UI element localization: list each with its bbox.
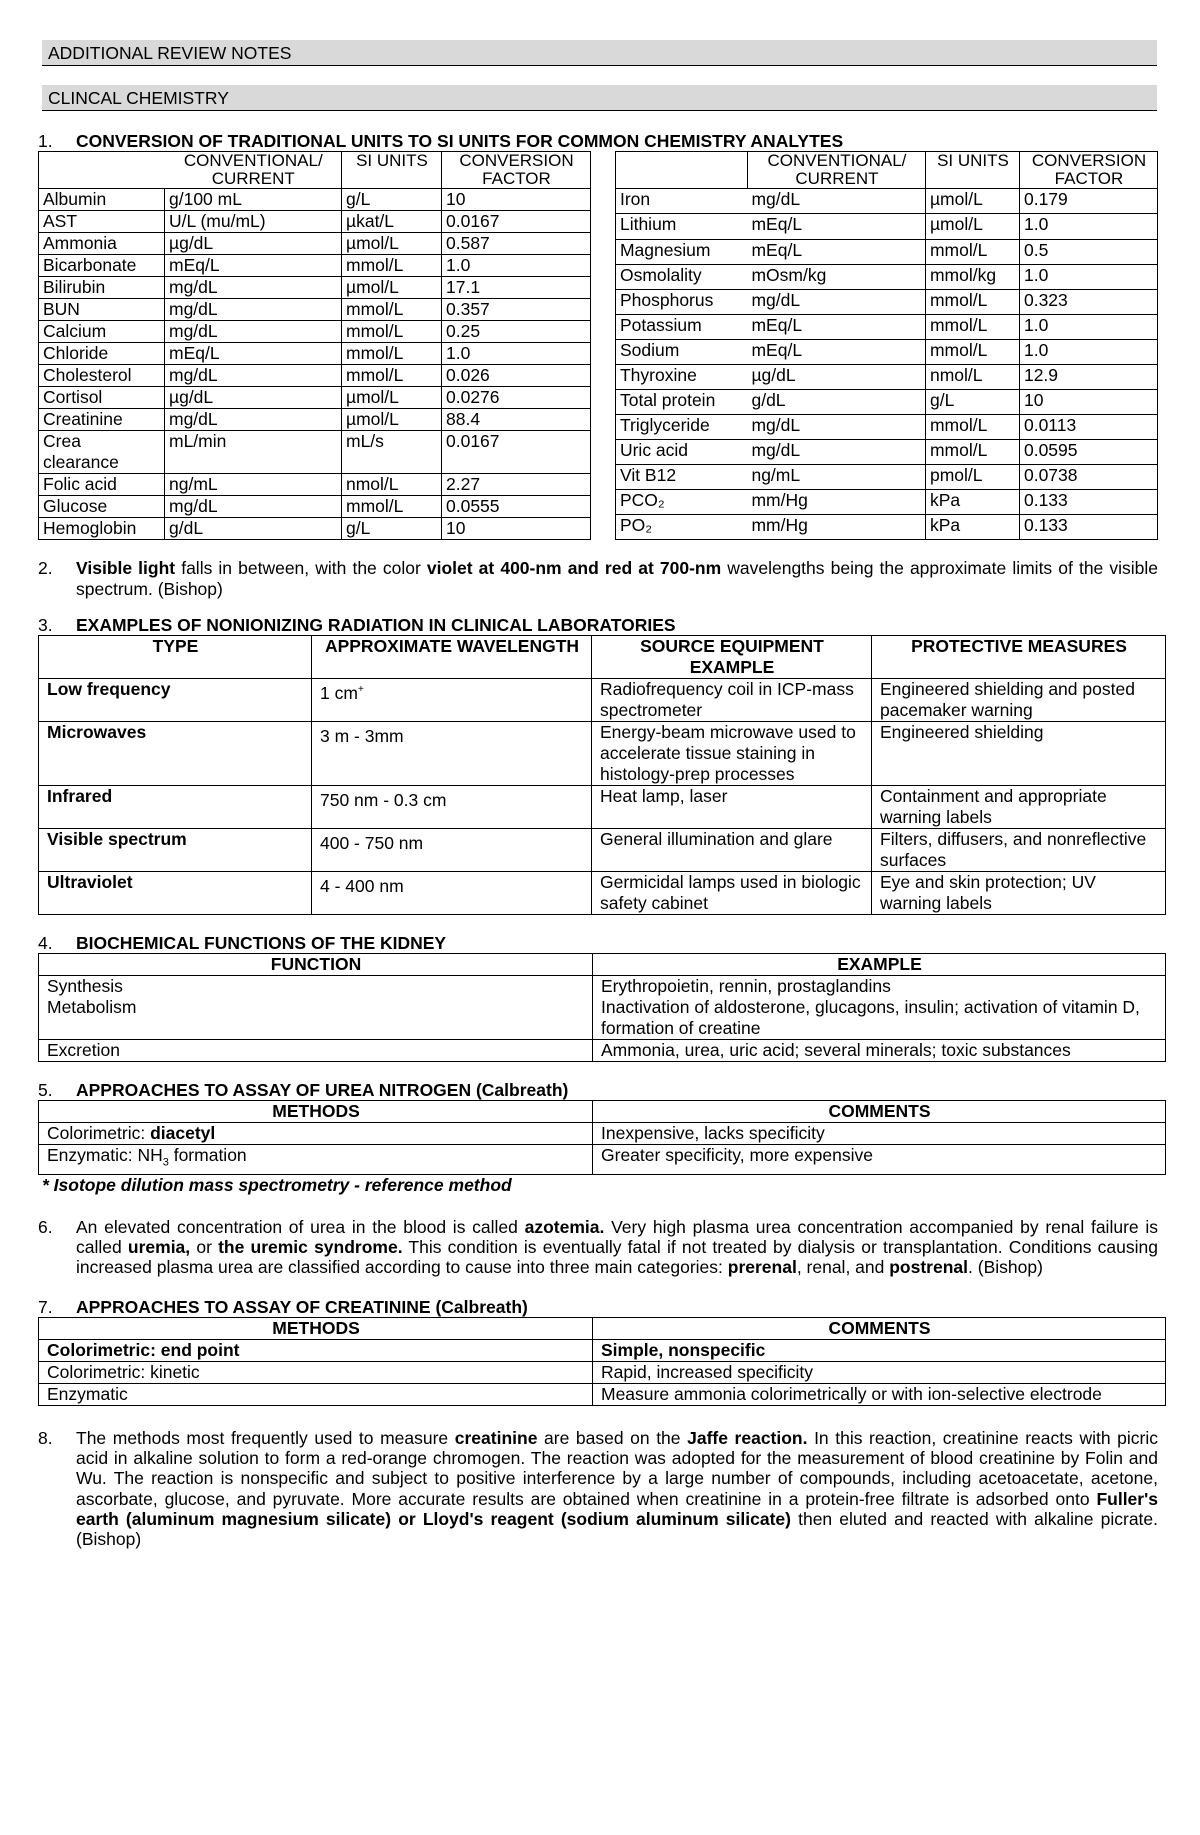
cell-example: Inactivation of aldosterone, glucagons, insulin; activation of vitamin D, formation of creatine (593, 997, 1166, 1040)
table-row (39, 721, 1166, 785)
cell-function: Excretion (39, 1039, 593, 1061)
cell-si: g/L (342, 189, 442, 211)
cell-analyte: Bicarbonate (39, 255, 165, 277)
cell-factor: 1.0 (1019, 339, 1157, 364)
cell-si: µmol/L (342, 277, 442, 299)
cell-protective: Containment and appropriate warning labels (872, 785, 1166, 828)
cell-si: kPa (925, 490, 1019, 515)
cell-si: kPa (925, 515, 1019, 540)
cell-si: µmol/L (925, 189, 1019, 214)
cell-conventional: ng/mL (747, 465, 925, 490)
table-row (615, 490, 1157, 515)
cell-factor: 10 (442, 189, 591, 211)
cell-factor: 0.179 (1019, 189, 1157, 214)
cell-analyte: Cholesterol (39, 365, 165, 387)
cell-wavelength: 750 nm - 0.3 cm (312, 785, 592, 828)
cell-analyte: Ammonia (39, 233, 165, 255)
cell-factor: 10 (1019, 389, 1157, 414)
cell-example: Ammonia, urea, uric acid; several minerals; toxic substances (593, 1039, 1166, 1061)
cell-conventional: µg/dL (165, 233, 342, 255)
cell-protective: Filters, diffusers, and nonreflective surfaces (872, 828, 1166, 871)
cell-si: mmol/L (342, 365, 442, 387)
cell-conventional: mg/dL (165, 299, 342, 321)
cell-analyte: Uric acid (615, 440, 747, 465)
cell-conventional: mL/min (165, 431, 342, 474)
cell-method: Enzymatic (39, 1384, 593, 1406)
cell-factor: 0.026 (442, 365, 591, 387)
cell-wavelength: 400 - 750 nm (312, 828, 592, 871)
s4-title: 4. BIOCHEMICAL FUNCTIONS OF THE KIDNEY (38, 932, 447, 953)
cell-example: Erythropoietin, rennin, prostaglandins (593, 975, 1166, 997)
cell-factor: 0.587 (442, 233, 591, 255)
cell-conventional: mEq/L (165, 255, 342, 277)
cell-source: Energy-beam microwave used to accelerate tissue staining in histology-prep processes (592, 721, 872, 785)
cell-conventional: mEq/L (747, 214, 925, 239)
table-row (39, 785, 1166, 828)
cell-si: mmol/L (342, 343, 442, 365)
cell-analyte: AST (39, 211, 165, 233)
cell-conventional: mg/dL (747, 414, 925, 439)
cell-conventional: mg/dL (165, 409, 342, 431)
cell-factor: 0.0167 (442, 211, 591, 233)
cell-function: Metabolism (39, 997, 593, 1040)
table-row (39, 474, 591, 496)
table-row (39, 518, 591, 540)
cell-factor: 1.0 (442, 343, 591, 365)
cell-si: mmol/L (925, 289, 1019, 314)
table-row: Enzymatic: $NH_3$ formation Greater specificity, more expensive (39, 1145, 1166, 1175)
table-row (39, 431, 591, 474)
cell-factor: 17.1 (442, 277, 591, 299)
cell-conventional: mg/dL (747, 440, 925, 465)
cell-comment: Measure ammonia colorimetrically or with ion-selective electrode (593, 1384, 1166, 1406)
cell-type: Visible spectrum (39, 828, 312, 871)
cell-si: mmol/L (925, 314, 1019, 339)
cell-type: Ultraviolet (39, 871, 312, 914)
table-row (615, 515, 1157, 540)
cell-si: g/L (342, 518, 442, 540)
cell-conventional: mOsm/kg (747, 264, 925, 289)
col-factor-right: CONVERSION FACTOR (1019, 152, 1157, 189)
cell-wavelength: 1 cm+ (312, 678, 592, 721)
cell-protective: Engineered shielding and posted pacemaker warning (872, 678, 1166, 721)
col-function: FUNCTION (39, 953, 593, 975)
cell-analyte: PO₂ (615, 515, 747, 540)
cell-si: mmol/L (925, 440, 1019, 465)
table-row (39, 233, 591, 255)
table-row (39, 387, 591, 409)
s1-title: 1. CONVERSION OF TRADITIONAL UNITS TO SI UNITS FOR COMMON CHEMISTRY ANALYTES (38, 131, 844, 152)
cell-si: µmol/L (342, 409, 442, 431)
cell-si: mmol/kg (925, 264, 1019, 289)
cell-si: mmol/L (342, 299, 442, 321)
cell-type: Microwaves (39, 721, 312, 785)
cell-factor: 12.9 (1019, 364, 1157, 389)
cell-si: µmol/L (342, 233, 442, 255)
cell-source: Germicidal lamps used in biologic safety cabinet (592, 871, 872, 914)
col-methods: METHODS (39, 1101, 593, 1123)
cell-comment: Rapid, increased specificity (593, 1362, 1166, 1384)
cell-wavelength: 3 m - 3mm (312, 721, 592, 785)
cell-analyte: Albumin (39, 189, 165, 211)
section-header: CLINCAL CHEMISTRY (42, 85, 1157, 111)
cell-factor: 0.0276 (442, 387, 591, 409)
table-row: Colorimetric: diacetyl Inexpensive, lacks specificity (39, 1123, 1166, 1145)
cell-si: mmol/L (342, 321, 442, 343)
cell-si: mmol/L (342, 496, 442, 518)
table-row (39, 496, 591, 518)
s6-paragraph: 6. An elevated concentration of urea in the blood is called azotemia. Very high plasma urea concentration accompanied by renal failure is called uremia, or the uremic syndrome. This condition is eventually fatal if not treated by dialysis or transplantation. Conditions causing increased plasma urea are classified according to cause into three main categories: prerenal, renal, and postrenal. (Bishop) (38, 1216, 1158, 1277)
cell-conventional: µg/dL (747, 364, 925, 389)
table-row (39, 189, 591, 211)
cell-source: Heat lamp, laser (592, 785, 872, 828)
col-factor: CONVERSION FACTOR (442, 152, 591, 189)
cell-conventional: mm/Hg (747, 515, 925, 540)
cell-factor: 2.27 (442, 474, 591, 496)
cell-factor: 0.5 (1019, 239, 1157, 264)
radiation-table (38, 635, 1166, 915)
table-row (615, 339, 1157, 364)
s5-title: 5. APPROACHES TO ASSAY OF UREA NITROGEN (Calbreath) (38, 1079, 569, 1100)
cell-conventional: U/L (mu/mL) (165, 211, 342, 233)
col-si: SI UNITS (342, 152, 442, 189)
cell-comment: Simple, nonspecific (593, 1340, 1166, 1362)
reference-note: * Isotope dilution mass spectrometry - reference method (42, 1174, 512, 1195)
cell-analyte: Lithium (615, 214, 747, 239)
table-row (39, 277, 591, 299)
cell-conventional: mg/dL (165, 365, 342, 387)
cell-analyte: Calcium (39, 321, 165, 343)
s3-title: 3. EXAMPLES OF NONIONIZING RADIATION IN CLINICAL LABORATORIES (38, 614, 676, 635)
cell-si: µkat/L (342, 211, 442, 233)
table-row (615, 465, 1157, 490)
cell-factor: 1.0 (1019, 214, 1157, 239)
table-row (39, 1340, 1166, 1362)
table-row (615, 389, 1157, 414)
s2-paragraph: 2. Visible light falls in between, with the color violet at 400-nm and red at 700-nm wavelengths being the approximate limits of the visible spectrum. (Bishop) (38, 558, 1158, 599)
cell-si: mL/s (342, 431, 442, 474)
cell-factor: 1.0 (1019, 314, 1157, 339)
col-conventional-right: CONVENTIONAL/ CURRENT (747, 152, 925, 189)
cell-protective: Engineered shielding (872, 721, 1166, 785)
cell-factor: 0.0738 (1019, 465, 1157, 490)
table-row (615, 189, 1157, 214)
table-row (39, 1362, 1166, 1384)
cell-conventional: mg/dL (747, 289, 925, 314)
table-row (39, 299, 591, 321)
cell-type: Infrared (39, 785, 312, 828)
table-row (39, 871, 1166, 914)
cell-analyte: Folic acid (39, 474, 165, 496)
cell-analyte: Glucose (39, 496, 165, 518)
table-row (39, 1039, 1166, 1061)
cell-analyte: Thyroxine (615, 364, 747, 389)
cell-conventional: ng/mL (165, 474, 342, 496)
col-type: TYPE (39, 635, 312, 678)
cell-method: Colorimetric: end point (39, 1340, 593, 1362)
table-row (39, 409, 591, 431)
cell-si: g/L (925, 389, 1019, 414)
cell-si: pmol/L (925, 465, 1019, 490)
col-methods: METHODS (39, 1318, 593, 1340)
table-row (615, 264, 1157, 289)
table-row (39, 1384, 1166, 1406)
table-row (615, 414, 1157, 439)
col-conventional: CONVENTIONAL/ CURRENT (165, 152, 342, 189)
cell-analyte: Vit B12 (615, 465, 747, 490)
cell-analyte: Crea clearance (39, 431, 165, 474)
cell-conventional: mm/Hg (747, 490, 925, 515)
s7-title: 7. APPROACHES TO ASSAY OF CREATININE (Calbreath) (38, 1297, 528, 1317)
cell-analyte: Sodium (615, 339, 747, 364)
cell-conventional: mEq/L (747, 339, 925, 364)
cell-factor: 0.25 (442, 321, 591, 343)
cell-conventional: mg/dL (165, 321, 342, 343)
cell-conventional: mg/dL (165, 496, 342, 518)
table-row (39, 678, 1166, 721)
page (38, 40, 1158, 1549)
table-row (615, 314, 1157, 339)
doc-header: ADDITIONAL REVIEW NOTES (42, 40, 1157, 66)
s8-paragraph: 8. The methods most frequently used to measure creatinine are based on the Jaffe reaction. In this reaction, creatinine reacts with picric acid in alkaline solution to form a red-orange chromogen. The reaction was adopted for the measurement of blood creatinine by Folin and Wu. The reaction is nonspecific and subject to positive interference by a large number of compounds, including acetoacetate, acetone, ascorbate, glucose, and pyruvate. More accurate results are obtained when creatinine in a protein-free filtrate is adsorbed onto Fuller's earth (aluminum magnesium silicate) or Lloyd's reagent (sodium aluminum silicate) then eluted and reacted with alkaline picrate.(Bishop) (38, 1428, 1159, 1549)
cell-analyte: BUN (39, 299, 165, 321)
col-example: EXAMPLE (593, 953, 1166, 975)
cell-factor: 0.0595 (1019, 440, 1157, 465)
cell-conventional: mEq/L (165, 343, 342, 365)
conversion-table-right (615, 151, 1158, 540)
cell-conventional: mg/dL (747, 189, 925, 214)
cell-conventional: g/dL (747, 389, 925, 414)
table-row (39, 343, 591, 365)
cell-analyte: Potassium (615, 314, 747, 339)
creatinine-table (38, 1317, 1166, 1406)
cell-si: µmol/L (925, 214, 1019, 239)
cell-si: mmol/L (342, 255, 442, 277)
s1-tables (38, 151, 1158, 540)
table-row (615, 364, 1157, 389)
cell-type: Low frequency (39, 678, 312, 721)
cell-source: General illumination and glare (592, 828, 872, 871)
table-row (39, 365, 591, 387)
col-source: SOURCE EQUIPMENT EXAMPLE (592, 635, 872, 678)
cell-factor: 0.0555 (442, 496, 591, 518)
urea-table (38, 1100, 1166, 1175)
cell-analyte: Chloride (39, 343, 165, 365)
cell-analyte: Iron (615, 189, 747, 214)
cell-analyte: Triglyceride (615, 414, 747, 439)
table-row (615, 214, 1157, 239)
col-comments: COMMENTS (593, 1101, 1166, 1123)
cell-wavelength: 4 - 400 nm (312, 871, 592, 914)
cell-factor: 0.0113 (1019, 414, 1157, 439)
cell-factor: 1.0 (1019, 264, 1157, 289)
cell-analyte: Total protein (615, 389, 747, 414)
cell-analyte: Hemoglobin (39, 518, 165, 540)
cell-conventional: µg/dL (165, 387, 342, 409)
cell-analyte: Creatinine (39, 409, 165, 431)
col-wavelength: APPROXIMATE WAVELENGTH (312, 635, 592, 678)
cell-si: mmol/L (925, 239, 1019, 264)
cell-si: nmol/L (925, 364, 1019, 389)
cell-conventional: g/100 mL (165, 189, 342, 211)
table-row (615, 440, 1157, 465)
col-si-right: SI UNITS (925, 152, 1019, 189)
cell-analyte: Osmolality (615, 264, 747, 289)
cell-factor: 0.357 (442, 299, 591, 321)
col-protective: PROTECTIVE MEASURES (872, 635, 1166, 678)
cell-factor: 0.0167 (442, 431, 591, 474)
col-comments: COMMENTS (593, 1318, 1166, 1340)
cell-si: nmol/L (342, 474, 442, 496)
kidney-table (38, 953, 1166, 1062)
table-row (39, 321, 591, 343)
table-row (39, 255, 591, 277)
cell-protective: Eye and skin protection; UV warning labels (880, 871, 1096, 913)
cell-analyte: Bilirubin (39, 277, 165, 299)
cell-analyte: PCO₂ (615, 490, 747, 515)
cell-method: Colorimetric: kinetic (39, 1362, 593, 1384)
cell-conventional: mEq/L (747, 239, 925, 264)
cell-source: Radiofrequency coil in ICP-mass spectrometer (592, 678, 872, 721)
cell-conventional: mEq/L (747, 314, 925, 339)
cell-factor: 10 (442, 518, 591, 540)
cell-si: µmol/L (342, 387, 442, 409)
cell-factor: 88.4 (442, 409, 591, 431)
cell-factor: 0.133 (1019, 490, 1157, 515)
conversion-table-left (38, 151, 591, 540)
table-row (615, 289, 1157, 314)
table-row (39, 997, 1166, 1040)
cell-si: mmol/L (925, 339, 1019, 364)
cell-analyte: Magnesium (615, 239, 747, 264)
cell-analyte: Cortisol (39, 387, 165, 409)
cell-si: mmol/L (925, 414, 1019, 439)
table-row (615, 239, 1157, 264)
cell-factor: 0.133 (1019, 515, 1157, 540)
cell-factor: 1.0 (442, 255, 591, 277)
cell-conventional: g/dL (165, 518, 342, 540)
table-row (39, 975, 1166, 997)
table-row (39, 211, 591, 233)
cell-analyte: Phosphorus (615, 289, 747, 314)
cell-function: Synthesis (39, 975, 593, 997)
cell-factor: 0.323 (1019, 289, 1157, 314)
cell-conventional: mg/dL (165, 277, 342, 299)
table-row (39, 828, 1166, 871)
